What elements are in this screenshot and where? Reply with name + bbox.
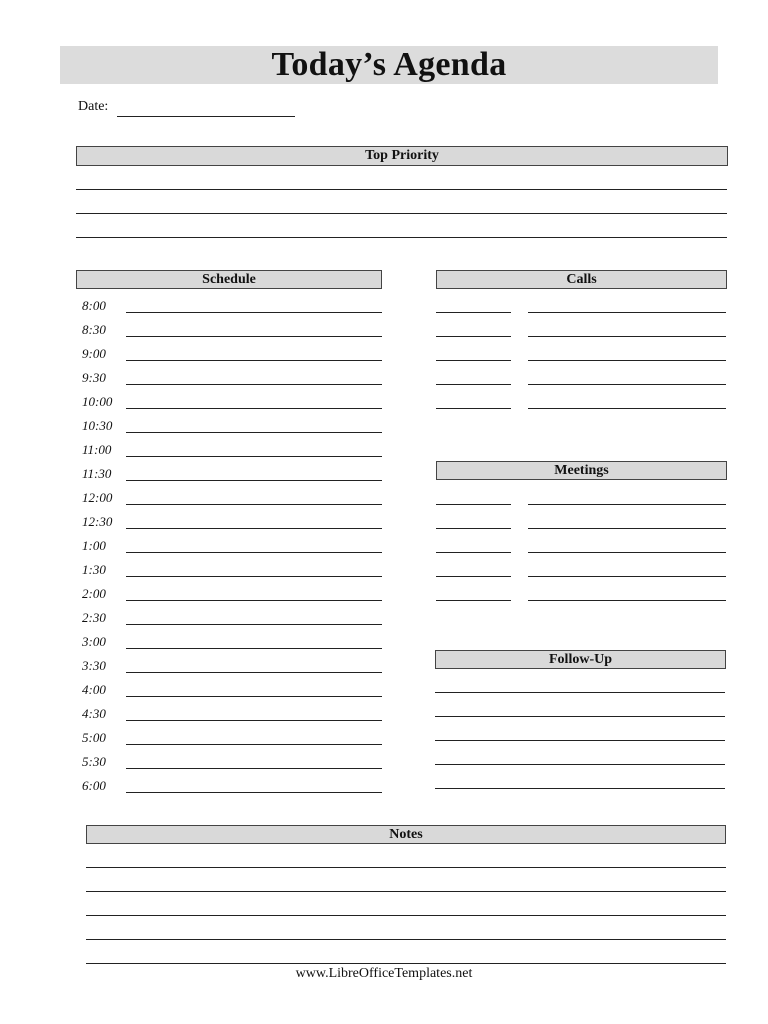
top-priority-line[interactable] bbox=[76, 189, 727, 190]
schedule-line[interactable] bbox=[126, 360, 382, 361]
time-label: 10:30 bbox=[82, 418, 113, 433]
schedule-line[interactable] bbox=[126, 408, 382, 409]
call-time-line[interactable] bbox=[436, 336, 511, 337]
notes-header bbox=[86, 825, 726, 844]
schedule-label: Schedule bbox=[202, 271, 256, 287]
meeting-detail-line[interactable] bbox=[528, 600, 726, 601]
schedule-line[interactable] bbox=[126, 528, 382, 529]
calls-label: Calls bbox=[566, 271, 597, 287]
page-title: Today’s Agenda bbox=[271, 46, 507, 83]
schedule-line[interactable] bbox=[126, 552, 382, 553]
notes-line[interactable] bbox=[86, 939, 726, 940]
time-label: 11:00 bbox=[82, 442, 112, 457]
time-label: 8:00 bbox=[82, 298, 106, 313]
follow-up-line[interactable] bbox=[435, 740, 725, 741]
schedule-line[interactable] bbox=[126, 576, 382, 577]
time-label: 4:30 bbox=[82, 706, 106, 721]
schedule-line[interactable] bbox=[126, 768, 382, 769]
call-detail-line[interactable] bbox=[528, 408, 726, 409]
time-label: 8:30 bbox=[82, 322, 106, 337]
notes-line[interactable] bbox=[86, 915, 726, 916]
schedule-line[interactable] bbox=[126, 672, 382, 673]
call-time-line[interactable] bbox=[436, 384, 511, 385]
notes-line[interactable] bbox=[86, 963, 726, 964]
schedule-line[interactable] bbox=[126, 624, 382, 625]
call-detail-line[interactable] bbox=[528, 336, 726, 337]
meetings-header bbox=[436, 461, 727, 480]
time-label: 1:00 bbox=[82, 538, 106, 553]
time-label: 12:00 bbox=[82, 490, 113, 505]
follow-up-line[interactable] bbox=[435, 692, 725, 693]
notes-label: Notes bbox=[389, 826, 423, 842]
schedule-line[interactable] bbox=[126, 504, 382, 505]
schedule-line[interactable] bbox=[126, 648, 382, 649]
call-time-line[interactable] bbox=[436, 408, 511, 409]
call-time-line[interactable] bbox=[436, 312, 511, 313]
title-bar bbox=[60, 46, 718, 84]
time-label: 3:30 bbox=[82, 658, 106, 673]
time-label: 6:00 bbox=[82, 778, 106, 793]
call-detail-line[interactable] bbox=[528, 360, 726, 361]
schedule-line[interactable] bbox=[126, 696, 382, 697]
top-priority-line[interactable] bbox=[76, 237, 727, 238]
schedule-line[interactable] bbox=[126, 600, 382, 601]
time-label: 5:30 bbox=[82, 754, 106, 769]
top-priority-label: Top Priority bbox=[365, 148, 439, 163]
time-label: 2:00 bbox=[82, 586, 106, 601]
follow-up-label: Follow-Up bbox=[549, 651, 612, 667]
schedule-header bbox=[76, 270, 382, 289]
time-label: 4:00 bbox=[82, 682, 106, 697]
time-label: 5:00 bbox=[82, 730, 106, 745]
calls-header bbox=[436, 270, 727, 289]
schedule-line[interactable] bbox=[126, 792, 382, 793]
footer-url: www.LibreOfficeTemplates.net bbox=[295, 966, 473, 981]
call-time-line[interactable] bbox=[436, 360, 511, 361]
follow-up-line[interactable] bbox=[435, 716, 725, 717]
top-priority-header bbox=[76, 146, 728, 166]
call-detail-line[interactable] bbox=[528, 312, 726, 313]
time-label: 11:30 bbox=[82, 466, 112, 481]
meeting-time-line[interactable] bbox=[436, 504, 511, 505]
notes-line[interactable] bbox=[86, 867, 726, 868]
follow-up-line[interactable] bbox=[435, 788, 725, 789]
date-label: Date: bbox=[78, 99, 109, 114]
meeting-time-line[interactable] bbox=[436, 552, 511, 553]
time-label: 9:30 bbox=[82, 370, 106, 385]
meeting-detail-line[interactable] bbox=[528, 528, 726, 529]
meeting-detail-line[interactable] bbox=[528, 576, 726, 577]
schedule-line[interactable] bbox=[126, 432, 382, 433]
meeting-detail-line[interactable] bbox=[528, 504, 726, 505]
schedule-line[interactable] bbox=[126, 480, 382, 481]
date-field-line[interactable] bbox=[117, 116, 295, 117]
meeting-time-line[interactable] bbox=[436, 528, 511, 529]
time-label: 3:00 bbox=[82, 634, 106, 649]
schedule-line[interactable] bbox=[126, 744, 382, 745]
meetings-label: Meetings bbox=[554, 462, 609, 478]
time-label: 2:30 bbox=[82, 610, 106, 625]
meeting-time-line[interactable] bbox=[436, 600, 511, 601]
time-label: 10:00 bbox=[82, 394, 113, 409]
time-label: 1:30 bbox=[82, 562, 106, 577]
call-detail-line[interactable] bbox=[528, 384, 726, 385]
schedule-line[interactable] bbox=[126, 384, 382, 385]
time-label: 9:00 bbox=[82, 346, 106, 361]
notes-line[interactable] bbox=[86, 891, 726, 892]
schedule-line[interactable] bbox=[126, 312, 382, 313]
meeting-time-line[interactable] bbox=[436, 576, 511, 577]
time-label: 12:30 bbox=[82, 514, 113, 529]
schedule-line[interactable] bbox=[126, 720, 382, 721]
follow-up-header bbox=[435, 650, 726, 669]
follow-up-line[interactable] bbox=[435, 764, 725, 765]
top-priority-line[interactable] bbox=[76, 213, 727, 214]
schedule-line[interactable] bbox=[126, 336, 382, 337]
schedule-line[interactable] bbox=[126, 456, 382, 457]
meeting-detail-line[interactable] bbox=[528, 552, 726, 553]
